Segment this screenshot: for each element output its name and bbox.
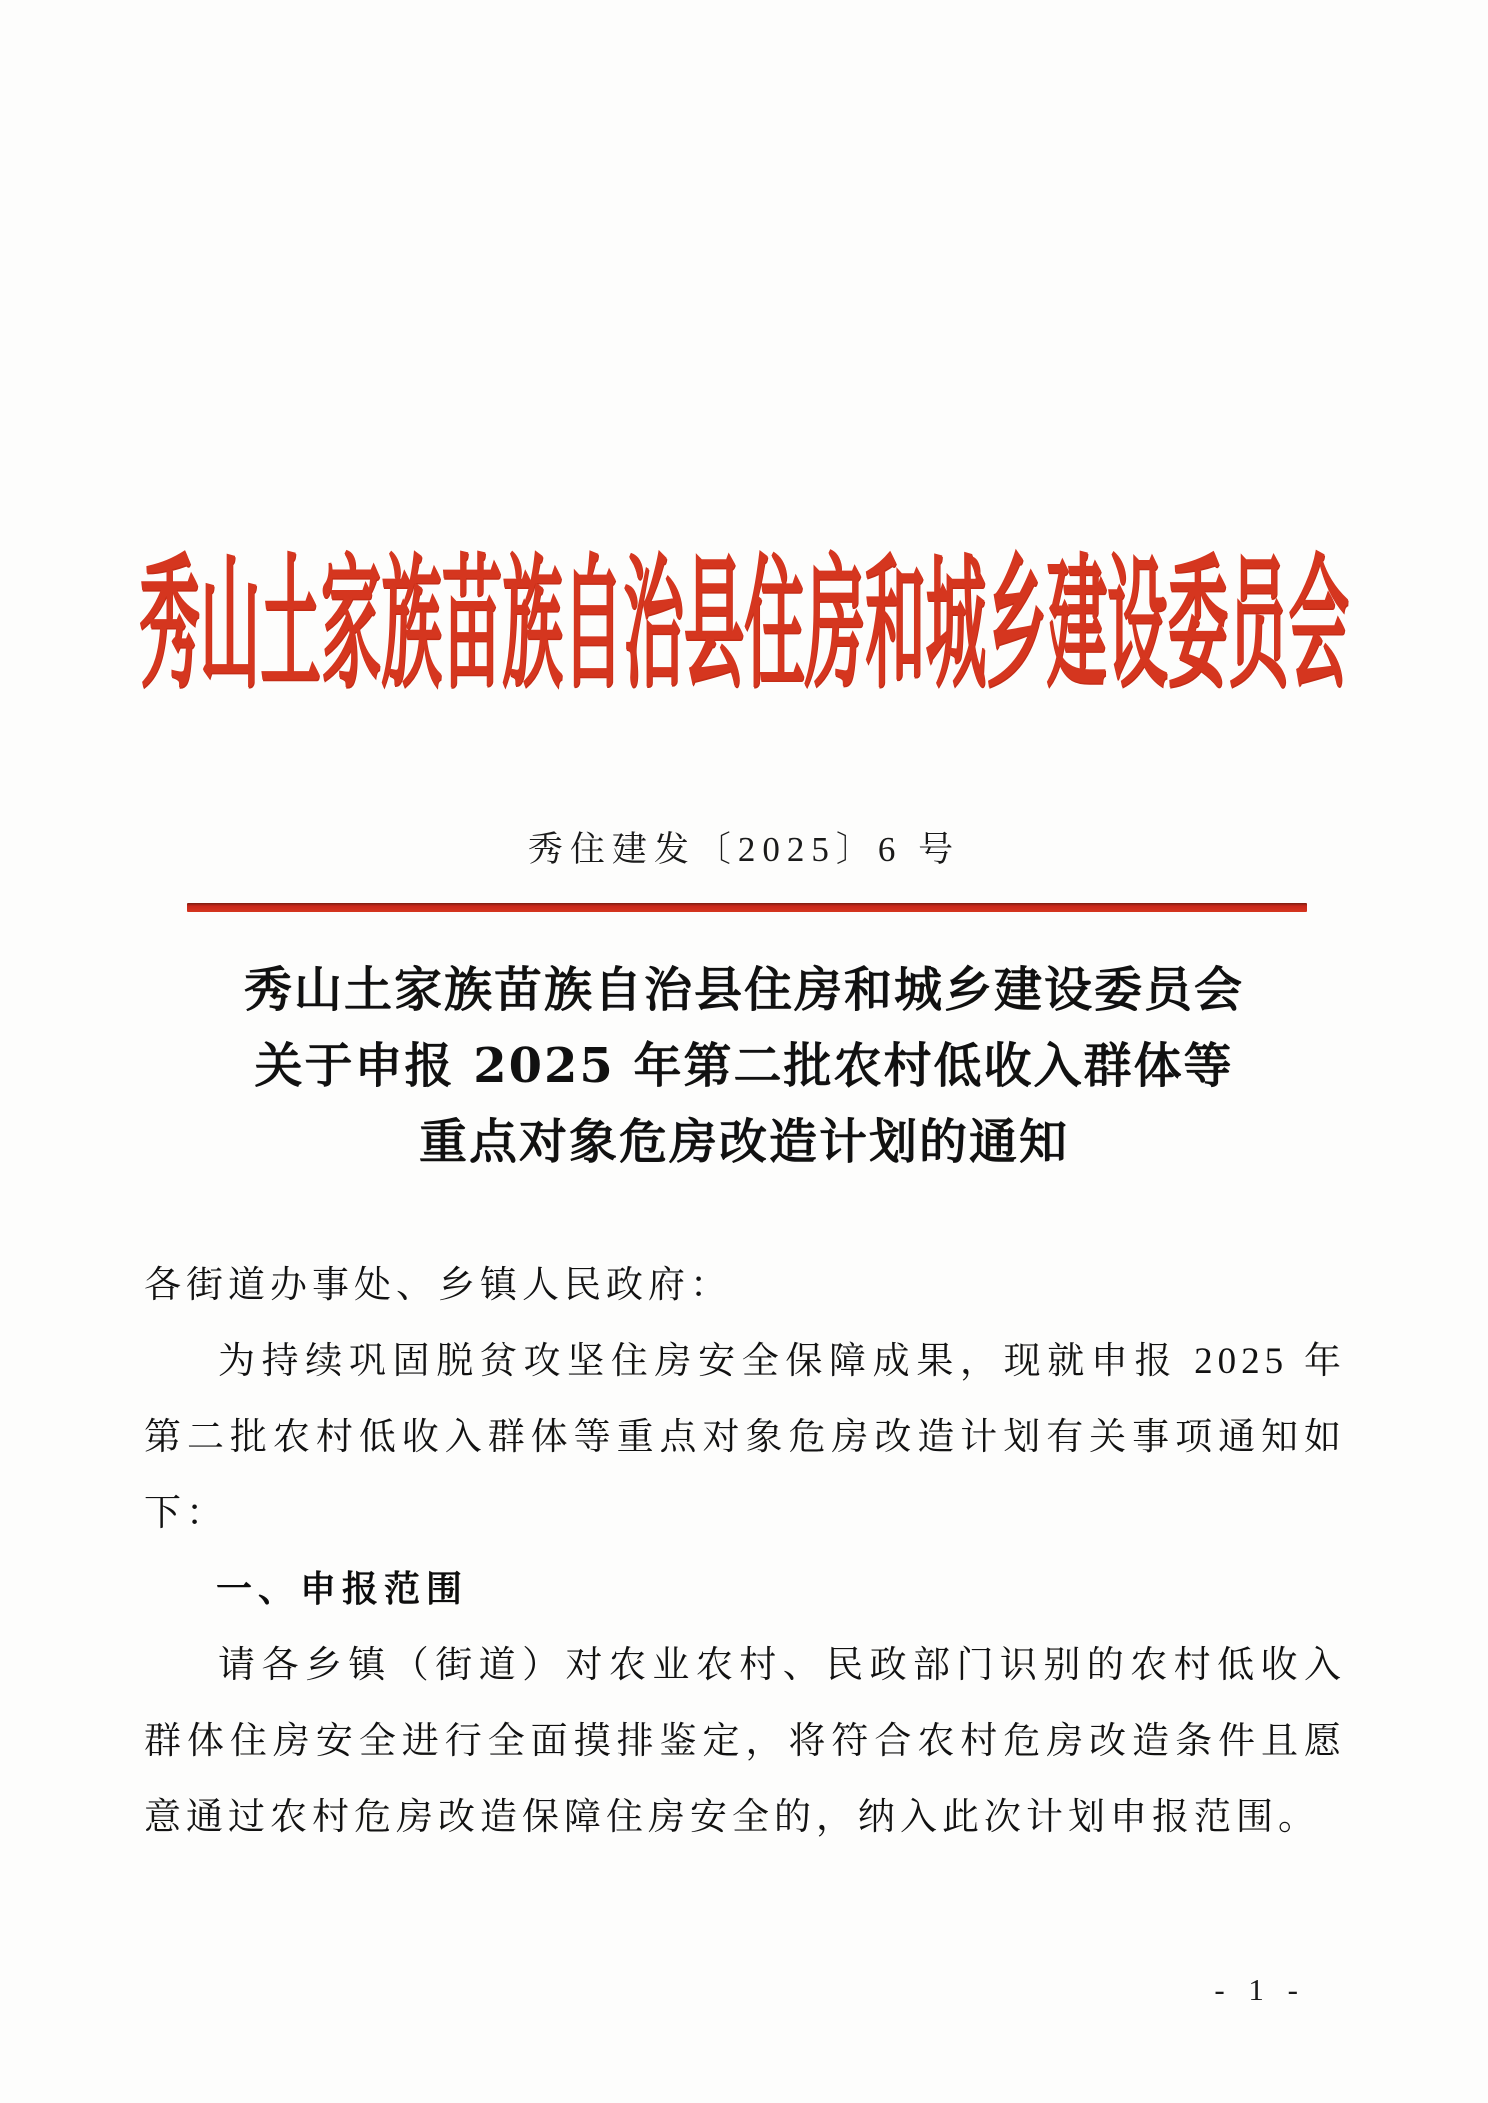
document-number: 秀住建发〔2025〕6 号 bbox=[527, 830, 961, 869]
red-separator-line bbox=[187, 903, 1307, 912]
page-number: - 1 - bbox=[1214, 1972, 1306, 2007]
agency-name: 秀山土家族苗族自治县住房和城乡建设委员会 bbox=[139, 538, 1349, 708]
scope-paragraph: 请各乡镇（街道）对农业农村、民政部门识别的农村低收入群体住房安全进行全面摸排鉴定，将符合农村危房改造条件且愿意通过农村危房改造保障住房安全的，纳入此次计划申报范围。 bbox=[144, 1645, 1346, 1838]
intro-paragraph: 为持续巩固脱贫攻坚住房安全保障成果，现就申报 2025 年第二批农村低收入群体等重点对象危房改造计划有关事项通知如下： bbox=[144, 1341, 1346, 1534]
agency-masthead bbox=[0, 538, 1488, 708]
title-line-1: 秀山土家族苗族自治县住房和城乡建设委员会 bbox=[243, 962, 1244, 1018]
document-title bbox=[144, 952, 1344, 1180]
document-body bbox=[144, 1248, 1346, 1856]
title-line-3: 重点对象危房改造计划的通知 bbox=[418, 1114, 1069, 1170]
salutation: 各街道办事处、乡镇人民政府： bbox=[144, 1265, 732, 1306]
title-line-2: 关于申报 2025 年第二批农村低收入群体等 bbox=[254, 1038, 1234, 1094]
section-heading: 一、申报范围 bbox=[216, 1569, 469, 1610]
